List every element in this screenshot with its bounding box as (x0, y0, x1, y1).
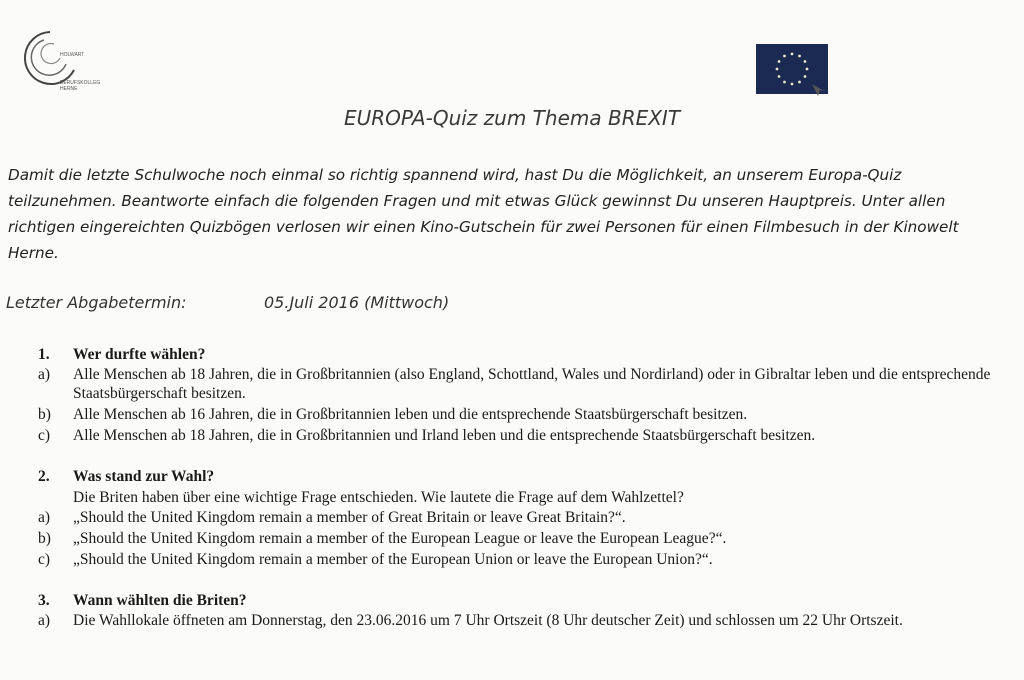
option-text: „Should the United Kingdom remain a member of the European League or leave the European League?“. (73, 530, 727, 547)
logo-line3: HERNE (60, 86, 78, 92)
option-letter: a) (38, 366, 51, 383)
option-letter: b) (38, 406, 51, 423)
flag-star (798, 81, 801, 84)
intro-text: Damit die letzte Schulwoche noch einmal so richtig spannend wird, hast Du die Möglichkeit, an unserem Europa-Quiz teilzunehmen. Beantworte einfach die folgenden Fragen und mit etwas Glück gewinnst Du unseren Hauptpreis. Unter allen richtigen eingereichten Quizbögen verlosen wir einen Kino-Gutschein für zwei Personen für einen Filmbesuch in der Kinowelt Herne. (8, 166, 959, 262)
option-letter: c) (38, 551, 51, 568)
question-text: Was stand zur Wahl? (73, 468, 215, 485)
answer-option (0, 508, 1008, 527)
question-2 (0, 466, 1024, 569)
deadline-value: 05.Juli 2016 (Mittwoch) (264, 293, 450, 312)
question-number: 3. (38, 592, 50, 609)
answer-option (0, 550, 1008, 569)
page-title: EUROPA-Quiz zum Thema BREXIT (343, 106, 681, 130)
option-letter: c) (38, 427, 51, 444)
flag-star (804, 60, 807, 63)
option-text: Die Wahllokale öffneten am Donnerstag, den 23.06.2016 um 7 Uhr Ortszeit (8 Uhr deutscher Zeit) und schlossen um 22 Uhr Ortszeit. (73, 612, 903, 629)
eu-flag-icon (756, 44, 828, 96)
flag-star (778, 75, 781, 78)
flag-star (806, 68, 809, 71)
answer-option (0, 611, 1008, 630)
question-intro: Die Briten haben über eine wichtige Frage entschieden. Wie lautete die Frage auf dem Wahlzettel? (73, 489, 684, 506)
flag-star (783, 81, 786, 84)
option-letter: a) (38, 509, 51, 526)
question-list (0, 344, 1024, 651)
option-text: Alle Menschen ab 18 Jahren, die in Großbritannien (also England, Schottland, Wales und Nordirland) oder in Gibraltar leben und die entsprechende Staatsbürgerschaft besitzen. (73, 366, 991, 402)
school-logo-icon (14, 24, 114, 96)
flag-star (783, 55, 786, 58)
flag-star (804, 75, 807, 78)
answer-option (0, 426, 1008, 445)
answer-option (0, 405, 1008, 424)
question-3 (0, 590, 1024, 630)
deadline-label: Letzter Abgabetermin: (6, 293, 187, 312)
option-text: „Should the United Kingdom remain a member of Great Britain or leave Great Britain?“. (73, 509, 626, 526)
flag-star (791, 53, 794, 56)
deadline (6, 293, 449, 312)
question-1 (0, 344, 1024, 445)
option-letter: b) (38, 530, 51, 547)
question-number: 2. (38, 468, 50, 485)
answer-option (0, 529, 1008, 548)
option-text: Alle Menschen ab 18 Jahren, die in Großbritannien und Irland leben und die entsprechende Staatsbürgerschaft besitzen. (73, 427, 816, 444)
logo-line2: BERUFSKOLLEG (60, 80, 101, 86)
flag-star (791, 83, 794, 86)
question-text: Wer durfte wählen? (73, 346, 206, 363)
option-text: Alle Menschen ab 16 Jahren, die in Großbritannien leben und die entsprechende Staatsbürgerschaft besitzen. (73, 406, 748, 423)
question-number: 1. (38, 346, 50, 363)
flag-star (798, 55, 801, 58)
flag-star (776, 68, 779, 71)
question-text: Wann wählten die Briten? (73, 592, 247, 609)
logo-line1: HOLWART (60, 52, 85, 58)
option-text: „Should the United Kingdom remain a member of the European Union or leave the European Union?“. (73, 551, 713, 568)
option-letter: a) (38, 612, 51, 629)
answer-option (0, 365, 1008, 403)
flag-star (778, 60, 781, 63)
